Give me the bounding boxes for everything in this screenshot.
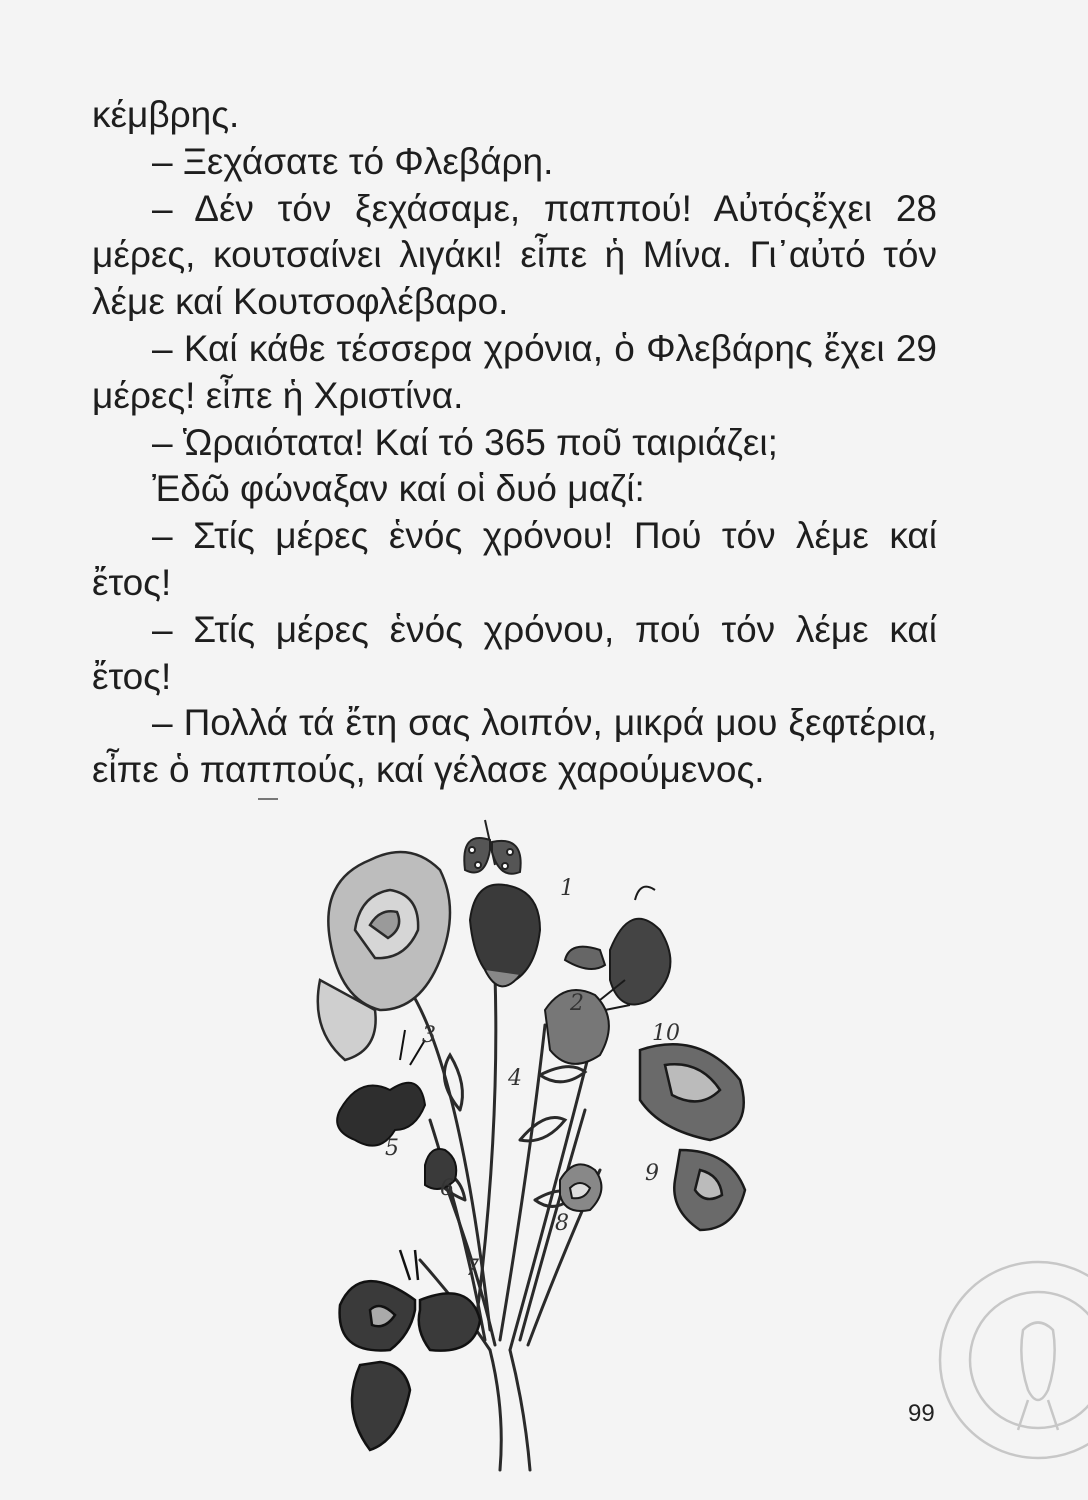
stray-dash-mark [258,798,278,800]
label-9: 9 [645,1161,659,1186]
paragraph-8: – Στίς μέρες ἑνός χρόνου, πού τόν λέμε καί ἔτος! [92,608,937,697]
paragraph-2: – Ξεχάσατε τό Φλεβάρη. [152,140,554,182]
label-7: 7 [465,1256,479,1281]
label-1: 1 [560,876,574,901]
paragraph-6: Ἐδῶ φώναξαν καί οἱ δυό μαζί: [152,468,645,510]
library-stamp-seal [928,1250,1088,1490]
paragraph-4: – Καί κάθε τέσσερα χρόνια, ὁ Φλεβάρης ἔχει 29 μέρες! εἶπε ἡ Χριστίνα. [92,327,937,416]
label-4: 4 [508,1066,522,1091]
paragraph-7: – Στίς μέρες ἑνός χρόνου! Πού τόν λέμε καί ἔτος! [92,515,937,603]
paragraph-3: – Δέν τόν ξεχάσαμε, παππού! Αὐτόςἔχει 28 μέρες, κουτσαίνει λιγάκι! εἶπε ἡ Μίνα. Γι᾽αὐτό τόν λέμε καί Κουτσοφλέβαρο. [92,187,937,323]
page-number: 99 [908,1400,935,1427]
paragraph-5: – Ὡραιότατα! Καί τό 365 ποῦ ταιριάζει; [152,421,778,463]
body-text [92,92,937,794]
label-3: 3 [422,1023,436,1048]
label-10: 10 [652,1021,680,1046]
label-2: 2 [570,991,584,1016]
flower-bouquet-illustration [300,810,770,1480]
label-5: 5 [385,1136,399,1161]
label-6: 6 [440,1176,454,1201]
paragraph-9: – Πολλά τά ἔτη σας λοιπόν, μικρά μου ξεφτέρια, εἶπε ὁ παππούς, καί γέλασε χαρούμενος. [92,702,937,791]
label-8: 8 [555,1211,569,1236]
paragraph-1: κέμβρης. [92,94,240,135]
